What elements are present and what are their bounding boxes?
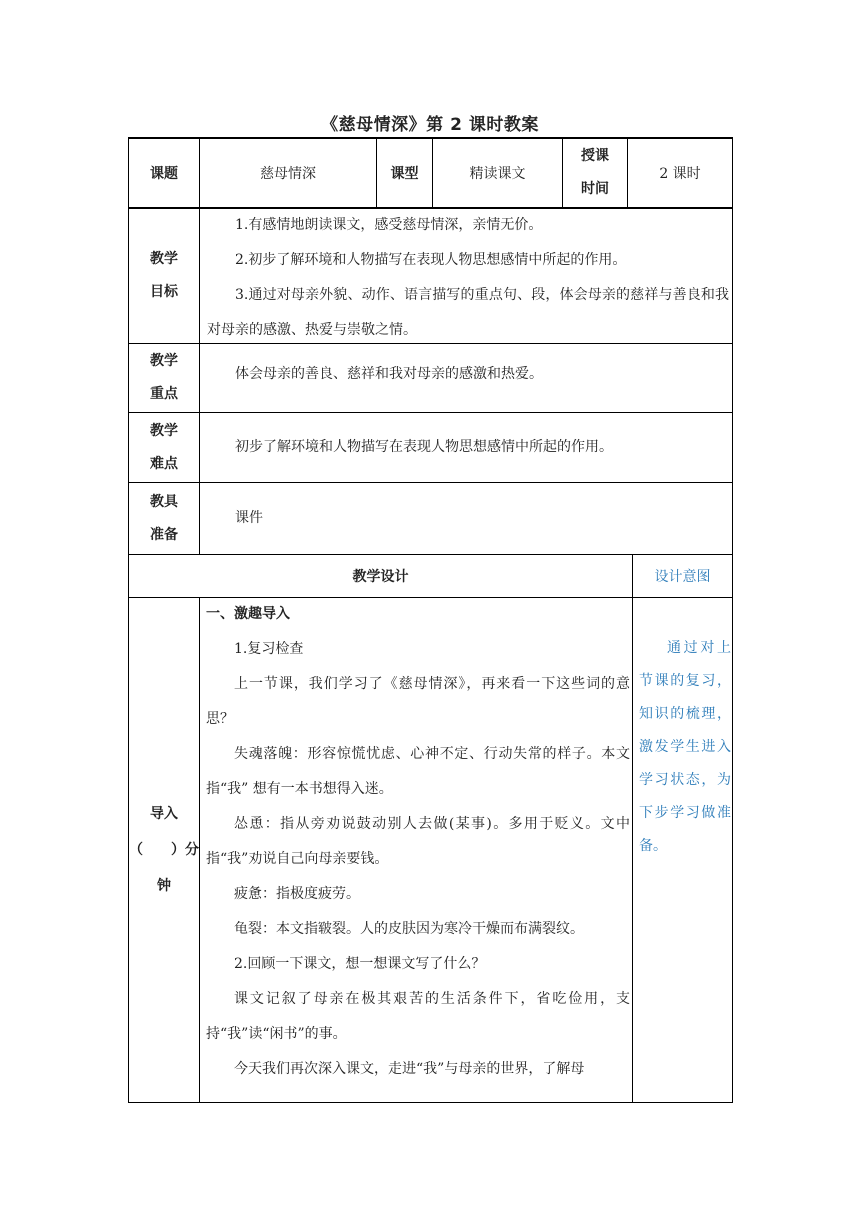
intro-intent	[639, 632, 731, 872]
intent-text: 通过对上节课的复习，知识的梳理，激发学生进入学习状态，为下步学习做准备。	[639, 640, 731, 854]
intro-paragraph: 今天我们再次深入课文，走进“我”与母亲的世界，了解母	[234, 1061, 585, 1077]
goals-label-line-2: 目标	[150, 284, 178, 300]
focus-text: 体会母亲的善良、慈祥和我对母亲的感激和热爱。	[235, 366, 543, 382]
goals-content	[207, 208, 729, 342]
goal-item: 2.初步了解环境和人物描写在表现人物思想感情中所起的作用。	[235, 252, 627, 268]
intro-content	[206, 597, 630, 1101]
goal-item: 3.通过对母亲外貌、动作、语言描写的重点句、段，体会母亲的慈祥与善良和我对母亲的感激、热爱与崇敬之情。	[207, 287, 729, 338]
goals-label-line-1: 教学	[150, 251, 178, 267]
tools-label	[129, 483, 199, 554]
topic-value: 慈母情深	[260, 166, 316, 182]
focus-label-line-1: 教学	[150, 353, 178, 369]
intro-paragraph: 课文记叙了母亲在极其艰苦的生活条件下，省吃俭用，支持“我”读“闲书”的事。	[206, 991, 630, 1042]
time-label	[563, 139, 627, 207]
goals-label	[129, 209, 199, 343]
difficulty-content	[207, 430, 729, 470]
goal-item: 1.有感情地朗读课文，感受慈母情深，亲情无价。	[235, 217, 543, 233]
intro-paragraph: 龟裂：本文指皲裂。人的皮肤因为寒冷干燥而布满裂纹。	[234, 921, 584, 937]
intro-paragraph: 上一节课，我们学习了《慈母情深》，再来看一下这些词的意思？	[206, 676, 630, 727]
intro-label-line-1: 导入	[150, 806, 178, 822]
intro-label-line-2: （ ）分	[129, 842, 199, 858]
tools-content	[207, 501, 729, 541]
focus-content	[207, 357, 729, 397]
difficulty-text: 初步了解环境和人物描写在表现人物思想感情中所起的作用。	[235, 439, 613, 455]
intro-paragraph: 1.复习检查	[234, 641, 304, 657]
focus-label-line-2: 重点	[150, 386, 178, 402]
intent-header: 设计意图	[654, 569, 711, 585]
time-value: 2 课时	[659, 166, 701, 182]
intro-label	[129, 598, 199, 1102]
time-label-line-2: 时间	[581, 181, 609, 197]
difficulty-label-line-1: 教学	[150, 422, 178, 439]
tools-label-line-1: 教具	[150, 493, 178, 510]
design-header: 教学设计	[352, 569, 409, 585]
tools-label-line-2: 准备	[150, 526, 178, 543]
intro-paragraph: 失魂落魄：形容惊慌忧虑、心神不定、行动失常的样子。本文指“我” 想有一本书想得入迷。	[206, 746, 630, 797]
intro-paragraph: 疲惫：指极度疲劳。	[234, 886, 360, 902]
focus-label	[129, 344, 199, 412]
intro-paragraph: 2.回顾一下课文，想一想课文写了什么？	[234, 956, 486, 972]
intro-label-line-3: 钟	[157, 878, 171, 894]
difficulty-label-line-2: 难点	[150, 455, 178, 472]
tools-text: 课件	[235, 510, 263, 526]
type-label: 课型	[390, 166, 419, 182]
type-value: 精读课文	[469, 166, 526, 182]
intro-paragraph: 怂恿：指从旁劝说鼓动别人去做(某事)。多用于贬义。文中指“我”劝说自己向母亲要钱。	[206, 816, 630, 867]
section-title: 一、激趣导入	[206, 606, 290, 622]
time-label-line-1: 授课	[581, 148, 609, 164]
page-title: 《慈母情深》第 2 课时教案	[321, 115, 539, 135]
topic-label: 课题	[150, 166, 178, 182]
difficulty-label	[129, 413, 199, 482]
